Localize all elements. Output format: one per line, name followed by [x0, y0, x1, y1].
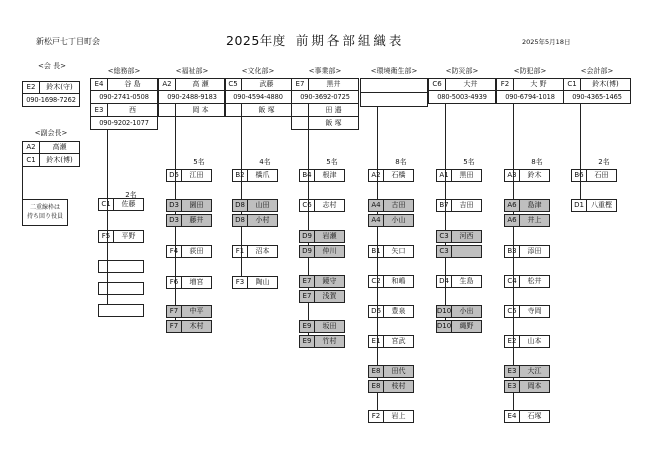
deputy-code: E3: [90, 104, 108, 117]
member-code: B3: [504, 245, 520, 258]
member-row: [436, 275, 482, 288]
page-title: [226, 31, 404, 49]
member-row: [98, 230, 144, 243]
member-row: [166, 320, 212, 333]
chief-box-empty: [360, 78, 428, 93]
chief-row: [291, 78, 359, 91]
assistant-row: [291, 104, 359, 117]
member-row: [166, 276, 212, 289]
department-heading: <会計部>: [580, 67, 614, 75]
chief-box-empty: [360, 92, 428, 107]
member-code: C3: [436, 230, 452, 243]
vice-name: 高瀬: [40, 141, 80, 154]
member-row: [368, 410, 414, 423]
member-row: [504, 199, 550, 212]
member-row: [299, 275, 345, 288]
chief-name: 谷 島: [108, 78, 158, 91]
member-code: C2: [368, 275, 384, 288]
member-row: [299, 335, 345, 348]
member-code: E8: [368, 365, 384, 378]
doc-date: 2025年5月18日: [522, 38, 571, 46]
department-heading: <事業部>: [308, 67, 342, 75]
member-name: 小出: [452, 305, 482, 318]
assistant-row: [224, 104, 292, 117]
assistant-code: [291, 104, 309, 117]
member-name: 増宮: [182, 276, 212, 289]
president-row: [22, 81, 80, 94]
chief-phone: 090-6794-1018: [496, 91, 564, 104]
member-code: D4: [436, 275, 452, 288]
member-row: [232, 214, 278, 227]
chief-code: C6: [428, 78, 446, 91]
member-name: 鏡守: [315, 275, 345, 288]
member-code: B6: [571, 169, 587, 182]
deputy-phone: 090-9202-1077: [90, 117, 158, 130]
member-code: D10: [436, 320, 452, 333]
chief-phone-row: [158, 91, 226, 104]
member-name: 石田: [587, 169, 617, 182]
member-code: B4: [299, 169, 315, 182]
member-code: E1: [368, 335, 384, 348]
member-row: [504, 305, 550, 318]
assistant-code: [291, 117, 309, 130]
title-year: 2025年度: [226, 33, 286, 48]
member-row: [504, 245, 550, 258]
member-row: [299, 169, 345, 182]
chief-code: A2: [158, 78, 176, 91]
member-row: [98, 198, 144, 211]
chief-phone: 090-4594-4880: [224, 91, 292, 104]
member-name: 岩瀬: [315, 230, 345, 243]
member-name: 浅賀: [315, 290, 345, 303]
org-name: 新松戸七丁目町会: [36, 37, 100, 46]
member-row: [232, 169, 278, 182]
member-name: 坂田: [315, 320, 345, 333]
member-name: 和嶋: [384, 275, 414, 288]
member-count: 2名: [598, 158, 610, 166]
chief-name: 武藤: [242, 78, 292, 91]
member-row: [98, 260, 144, 273]
vice-row-1: [22, 141, 80, 154]
chief-phone-row: [563, 91, 631, 104]
column-connector: [107, 130, 108, 304]
assistant-row: [158, 104, 226, 117]
member-name: 田代: [384, 365, 414, 378]
assistant-code: [158, 104, 176, 117]
member-code: E7: [299, 275, 315, 288]
member-count: 5名: [326, 158, 338, 166]
member-row: [436, 199, 482, 212]
member-row: [436, 169, 482, 182]
member-name: 古田: [384, 199, 414, 212]
department-heading: <防災部>: [445, 67, 479, 75]
member-name: 石塚: [520, 410, 550, 423]
chief-phone: 090-2741-0508: [90, 91, 158, 104]
member-row: [299, 245, 345, 258]
chief-phone-row: [428, 91, 496, 104]
member-code: F2: [368, 410, 384, 423]
vice-name: 鈴木(博): [40, 154, 80, 167]
member-name: 陶山: [248, 276, 278, 289]
president-phone: 090-1698-7262: [22, 94, 80, 107]
member-name: 矢口: [384, 245, 414, 258]
chief-name: 大井: [446, 78, 496, 91]
member-name: 山本: [520, 335, 550, 348]
member-code: D6: [368, 305, 384, 318]
member-name: 根津: [315, 169, 345, 182]
member-name: 石橋: [384, 169, 414, 182]
vice-code: A2: [22, 141, 40, 154]
member-row: [368, 199, 414, 212]
member-code: [98, 304, 144, 317]
member-row: [98, 304, 144, 317]
member-code: A6: [504, 214, 520, 227]
member-name: 寺岡: [520, 305, 550, 318]
member-code: D5: [166, 169, 182, 182]
member-name: 島津: [520, 199, 550, 212]
chief-row: [428, 78, 496, 91]
president-code: E2: [22, 81, 40, 94]
member-count: 4名: [259, 158, 271, 166]
chief-phone: 090-4365-1465: [563, 91, 631, 104]
member-row: [299, 320, 345, 333]
member-row: [571, 199, 617, 212]
member-code: E9: [299, 335, 315, 348]
chief-row: [563, 78, 631, 91]
member-row: [299, 230, 345, 243]
member-name: 大江: [520, 365, 550, 378]
member-name: 松井: [520, 275, 550, 288]
president-name: 鈴木(守): [40, 81, 80, 94]
member-name: 黒田: [452, 169, 482, 182]
member-row: [504, 335, 550, 348]
chief-code: E4: [90, 78, 108, 91]
chief-phone-row: [291, 91, 359, 104]
chief-name: 鈴木(博): [581, 78, 631, 91]
note-box: [22, 199, 68, 226]
member-code: F6: [166, 276, 182, 289]
member-code: E3: [504, 380, 520, 393]
member-name: 井上: [520, 214, 550, 227]
chief-phone-row: [90, 91, 158, 104]
department-heading: <防犯部>: [513, 67, 547, 75]
member-row: [504, 380, 550, 393]
member-name: 縄野: [452, 320, 482, 333]
chief-row: [496, 78, 564, 91]
member-row: [166, 214, 212, 227]
member-row: [232, 276, 278, 289]
member-name: 岩上: [384, 410, 414, 423]
member-name: 生島: [452, 275, 482, 288]
chief-code: F2: [496, 78, 514, 91]
member-code: B2: [232, 169, 248, 182]
member-row: [166, 199, 212, 212]
member-code: D1: [571, 199, 587, 212]
member-name: 八重樫: [587, 199, 617, 212]
chief-code: C1: [563, 78, 581, 91]
member-name: 園田: [182, 199, 212, 212]
column-connector: [580, 104, 581, 199]
member-code: [98, 282, 144, 295]
chief-phone-row: [224, 91, 292, 104]
member-row: [299, 199, 345, 212]
deputy-name: 西: [108, 104, 158, 117]
assistant-name: 岡 本: [176, 104, 226, 117]
member-code: D9: [299, 245, 315, 258]
chief-row: [90, 78, 158, 91]
department-heading: <総務部>: [107, 67, 141, 75]
member-row: [436, 305, 482, 318]
member-count: 2名: [125, 191, 137, 199]
member-name: 竹村: [315, 335, 345, 348]
member-code: E9: [299, 320, 315, 333]
chief-phone: 090-3692-0725: [291, 91, 359, 104]
assistant-name: 飯 塚: [242, 104, 292, 117]
member-code: C6: [299, 199, 315, 212]
member-code: F4: [166, 245, 182, 258]
member-row: [232, 199, 278, 212]
member-code: D9: [299, 230, 315, 243]
chief-row: [158, 78, 226, 91]
member-row: [368, 305, 414, 318]
member-code: E8: [368, 380, 384, 393]
member-code: F7: [166, 320, 182, 333]
member-code: A2: [368, 169, 384, 182]
member-code: C1: [98, 198, 114, 211]
chief-code: E7: [291, 78, 309, 91]
assistant-code: [224, 104, 242, 117]
member-row: [504, 214, 550, 227]
member-name: 志村: [315, 199, 345, 212]
member-row: [436, 230, 482, 243]
member-name: 橋爪: [248, 169, 278, 182]
member-name: 小村: [248, 214, 278, 227]
chief-phone: 090-2488-9183: [158, 91, 226, 104]
member-code: E2: [504, 335, 520, 348]
member-row: [436, 245, 482, 258]
president-label: <会 長>: [38, 62, 66, 70]
member-code: A6: [504, 199, 520, 212]
member-count: 5名: [463, 158, 475, 166]
member-code: E3: [504, 365, 520, 378]
member-row: [166, 245, 212, 258]
member-code: D10: [436, 305, 452, 318]
member-name: 小山: [384, 214, 414, 227]
member-code: C4: [504, 275, 520, 288]
member-name: 木村: [182, 320, 212, 333]
assistant-name: 田 邉: [309, 104, 359, 117]
member-name: [452, 245, 482, 258]
member-row: [166, 169, 212, 182]
member-name: 添田: [520, 245, 550, 258]
member-code: D8: [232, 199, 248, 212]
member-row: [299, 290, 345, 303]
member-name: 山田: [248, 199, 278, 212]
member-row: [368, 365, 414, 378]
member-name: 荻田: [182, 245, 212, 258]
member-name: 宮武: [384, 335, 414, 348]
member-row: [368, 169, 414, 182]
assistant-name: 飯 塚: [309, 117, 359, 130]
member-name: 仲川: [315, 245, 345, 258]
assistant-row: [291, 117, 359, 130]
chief-phone-row: [496, 91, 564, 104]
member-row: [232, 245, 278, 258]
member-name: 佐藤: [114, 198, 144, 211]
member-name: 枝村: [384, 380, 414, 393]
member-code: C5: [504, 305, 520, 318]
chief-name: 大 野: [514, 78, 564, 91]
member-code: D8: [232, 214, 248, 227]
member-row: [368, 275, 414, 288]
member-row: [368, 245, 414, 258]
member-name: 江田: [182, 169, 212, 182]
note-line-1: 二重線枠は: [29, 204, 60, 211]
chief-name: 黒井: [309, 78, 359, 91]
member-name: 岡本: [520, 380, 550, 393]
member-row: [504, 365, 550, 378]
member-name: 鈴木: [520, 169, 550, 182]
department-heading: <文化部>: [241, 67, 275, 75]
member-code: D3: [166, 214, 182, 227]
member-code: D3: [166, 199, 182, 212]
member-code: A4: [368, 214, 384, 227]
vice-connector: [22, 167, 23, 199]
member-row: [98, 282, 144, 295]
member-row: [571, 169, 617, 182]
vice-label: <副会長>: [34, 129, 68, 137]
member-code: F7: [166, 305, 182, 318]
member-name: 河西: [452, 230, 482, 243]
vice-code: C1: [22, 154, 40, 167]
department-heading: <環境衛生部>: [370, 67, 418, 75]
chief-phone: 080-5003-4939: [428, 91, 496, 104]
member-count: 8名: [531, 158, 543, 166]
member-name: 中平: [182, 305, 212, 318]
member-name: 藤井: [182, 214, 212, 227]
member-code: [98, 260, 144, 273]
member-code: C3: [436, 245, 452, 258]
member-count: 5名: [193, 158, 205, 166]
chief-row: [224, 78, 292, 91]
member-row: [504, 169, 550, 182]
member-code: A1: [436, 169, 452, 182]
department-heading: <福祉部>: [175, 67, 209, 75]
deputy-row: [90, 104, 158, 117]
member-name: 吉田: [452, 199, 482, 212]
deputy-phone-row: [90, 117, 158, 130]
president-phone-row: [22, 94, 80, 107]
member-name: 平野: [114, 230, 144, 243]
title-main: 前期各部組織表: [295, 33, 405, 48]
member-code: B7: [436, 199, 452, 212]
member-code: B1: [368, 245, 384, 258]
member-count: 8名: [395, 158, 407, 166]
member-code: E4: [504, 410, 520, 423]
member-row: [368, 380, 414, 393]
member-code: F1: [232, 245, 248, 258]
member-row: [504, 275, 550, 288]
member-code: A4: [368, 199, 384, 212]
member-row: [436, 320, 482, 333]
chief-name: 高 瀬: [176, 78, 226, 91]
member-name: 豊泉: [384, 305, 414, 318]
member-code: F3: [232, 276, 248, 289]
member-row: [504, 410, 550, 423]
member-row: [368, 214, 414, 227]
member-name: 沼本: [248, 245, 278, 258]
member-row: [166, 305, 212, 318]
member-code: E7: [299, 290, 315, 303]
member-code: A3: [504, 169, 520, 182]
member-code: F5: [98, 230, 114, 243]
vice-row-2: [22, 154, 80, 167]
note-line-2: 持ち回り役員: [26, 213, 63, 220]
chief-code: C5: [224, 78, 242, 91]
member-row: [368, 335, 414, 348]
